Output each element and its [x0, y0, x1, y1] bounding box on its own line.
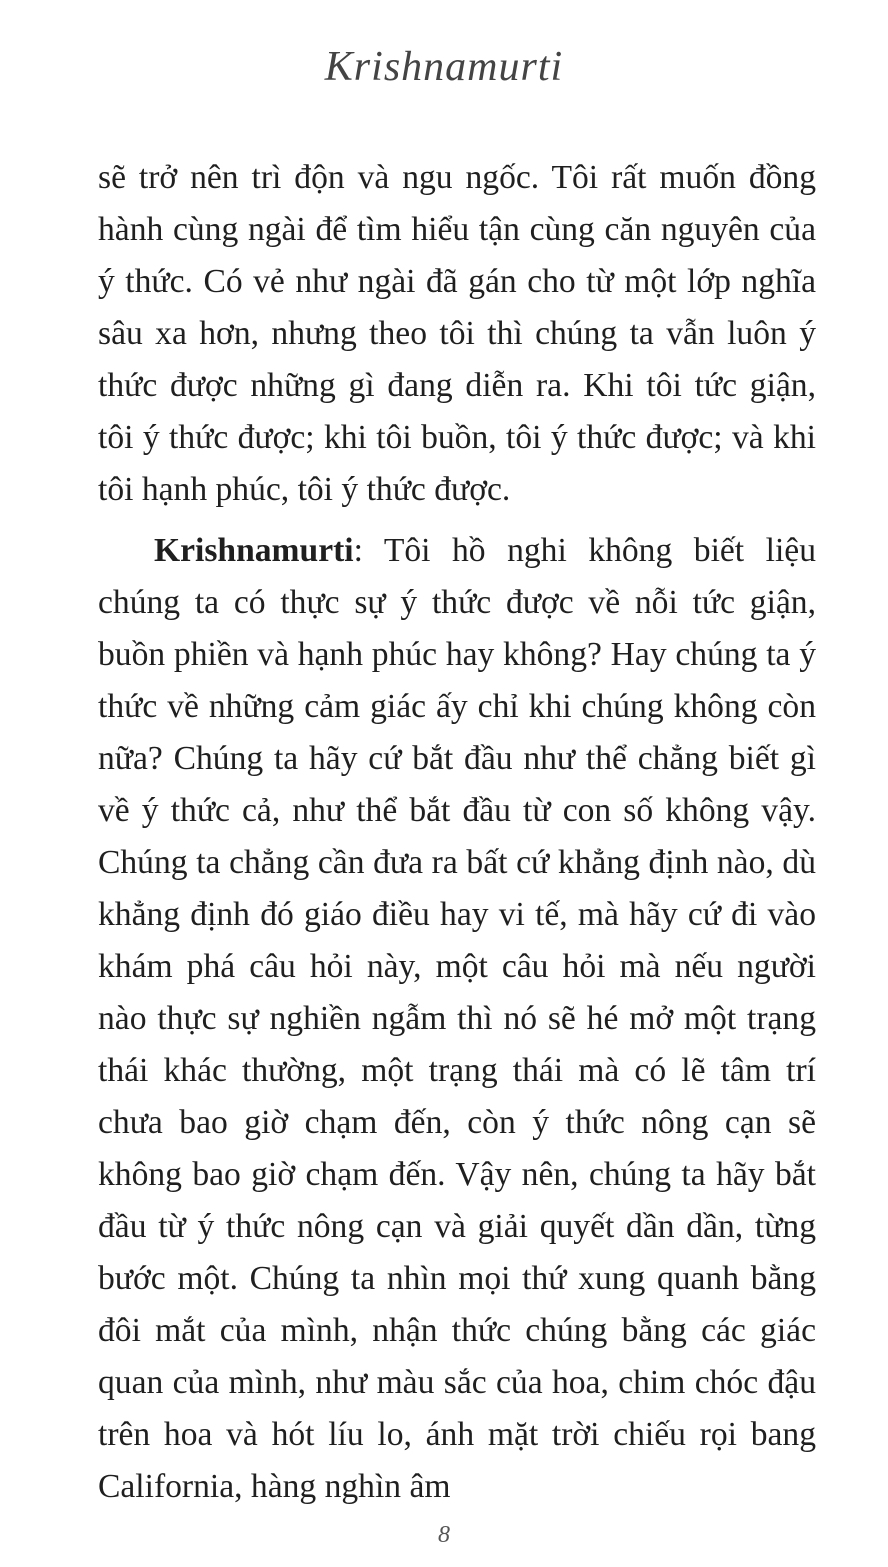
speaker-name: Krishnamurti: [154, 532, 354, 569]
page-number: 8: [438, 1522, 450, 1548]
paragraph-2-text: : Tôi hồ nghi không biết liệu chúng ta có thực sự ý thức được về nỗi tức giận, buồn phiền và hạnh phúc hay không? Hay chúng ta ý thức về những cảm giác ấy chỉ khi chúng không còn nữa? Chúng ta hãy cứ bắt đầu như thể chẳng biết gì về ý thức cả, như thể bắt đầu từ con số không vậy. Chúng ta chẳng cần đưa ra bất cứ khẳng định nào, dù khẳng định đó giáo điều hay vi tế, mà hãy cứ đi vào khám phá câu hỏi này, một câu hỏi mà nếu người nào thực sự nghiền ngẫm thì nó sẽ hé mở một trạng thái khác thường, một trạng thái mà có lẽ tâm trí chưa bao giờ chạm đến, còn ý thức nông cạn sẽ không bao giờ chạm đến. Vậy nên, chúng ta hãy bắt đầu từ ý thức nông cạn và giải quyết dần dần, từng bước một. Chúng ta nhìn mọi thứ xung quanh bằng đôi mắt của mình, nhận thức chúng bằng các giác quan của mình, như màu sắc của hoa, chim chóc đậu trên hoa và hót líu lo, ánh mặt trời chiếu rọi bang California, hàng nghìn âm: [98, 532, 816, 1505]
paragraph-1: sẽ trở nên trì độn và ngu ngốc. Tôi rất muốn đồng hành cùng ngài để tìm hiểu tận cùng căn nguyên của ý thức. Có vẻ như ngài đã gán cho từ một lớp nghĩa sâu xa hơn, nhưng theo tôi thì chúng ta vẫn luôn ý thức được những gì đang diễn ra. Khi tôi tức giận, tôi ý thức được; khi tôi buồn, tôi ý thức được; và khi tôi hạnh phúc, tôi ý thức được.: [98, 159, 816, 508]
body-text: [98, 152, 816, 1513]
paragraph-2: [98, 525, 816, 1513]
running-header-title: Krishnamurti: [324, 44, 564, 90]
